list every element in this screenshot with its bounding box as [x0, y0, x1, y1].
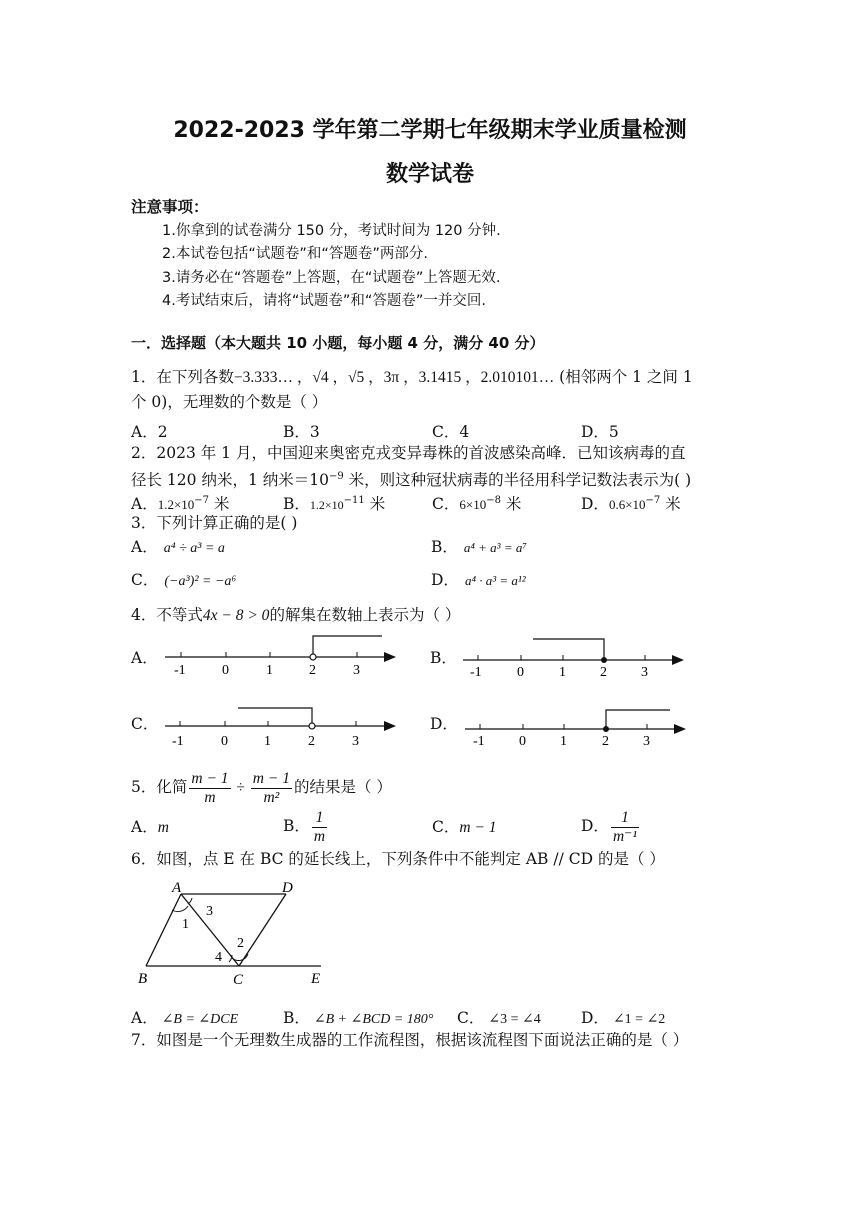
option-label: C． [432, 495, 460, 514]
option-label: C． [131, 571, 159, 589]
option-value: 1.2×10 [309, 498, 344, 513]
numerator: 1 [611, 809, 639, 828]
option-value: 1.2×10 [157, 497, 195, 513]
option-label: D． [581, 1009, 609, 1027]
q6-option-a [131, 1008, 238, 1030]
denominator: m⁻¹ [612, 827, 637, 845]
tick-label: 3 [643, 734, 650, 749]
option-label: C． [432, 818, 460, 836]
option-exponent: −7 [194, 495, 210, 506]
q2-text: 径长 120 纳米，1 纳米＝10 [131, 471, 329, 490]
option-label: B． [283, 495, 310, 514]
section-heading: 一．选择题（本大题共 10 小题，每小题 4 分，满分 40 分） [131, 334, 545, 352]
q1-stem-b: (相邻两个 1 之间 1 [559, 368, 693, 386]
q4-text: 的解集在数轴上表示为（ ） [269, 606, 461, 624]
option-value: (−a³)² = −a⁶ [164, 574, 237, 589]
point-c-label: C [233, 972, 244, 988]
q5-stem: 5．化简 $\frac{m - 1}{m}$ ÷ $\frac{m - 1}{\text{m²}}$ 的结果是（ ） [131, 769, 392, 806]
notice-item: 2.本试卷包括“试题卷”和“答题卷”两部分. [162, 246, 428, 262]
q7-stem: 7．如图是一个无理数生成器的工作流程图，根据该流程图下面说法正确的是（ ） [131, 1031, 689, 1049]
option-value: m [157, 819, 169, 836]
q1-numbers: −3.333… ，√4 ，√5 ，3π ，3.1415 ，2.010101… [233, 369, 555, 386]
tick-label: 3 [352, 734, 359, 749]
option-label: A． [131, 538, 158, 556]
q6-option-d [581, 1008, 665, 1030]
option-label: C． [457, 1009, 485, 1027]
angle-2-label: 2 [237, 936, 244, 951]
q5-option-b [283, 804, 329, 848]
q3-option-a [131, 537, 225, 559]
q5-option-c [432, 817, 497, 838]
option-value: ∠1 = ∠2 [612, 1012, 666, 1027]
q1-stem [131, 367, 693, 388]
tick-label: 2 [602, 734, 609, 749]
q3-option-d [431, 570, 526, 591]
q1-option-b: B．3 [283, 423, 320, 441]
point-b-label: B [138, 971, 148, 987]
q1-stem-a: 1．在下列各数 [131, 368, 234, 386]
point-d-label: D [282, 880, 293, 896]
option-value: ∠3 = ∠4 [488, 1012, 541, 1027]
option-value: ∠B = ∠DCE [161, 1012, 239, 1027]
tick-label: 2 [308, 734, 315, 749]
q2-stem-cont [131, 467, 691, 490]
q2-text: 米，则这种冠状病毒的半径用科学记数法表示为( ) [343, 471, 692, 490]
q3-option-c [131, 570, 236, 592]
option-label: B． [431, 538, 458, 556]
tick-label: 1 [264, 734, 271, 749]
number-line-c [160, 696, 400, 750]
q6-option-b [283, 1008, 433, 1030]
point-a-label: A [172, 880, 182, 896]
q3-stem: 3．下列计算正确的是( ) [131, 514, 298, 532]
q2-option-a [131, 491, 229, 515]
option-fraction [611, 809, 639, 846]
q4-stem [131, 605, 460, 626]
q5-option-d [581, 804, 641, 848]
paper-subtitle: 数学试卷 [385, 162, 474, 187]
q2-option-d [581, 491, 681, 515]
q5-option-a [131, 817, 169, 838]
tick-label: 0 [517, 665, 524, 680]
tick-label: 0 [519, 734, 526, 749]
tick-label: 2 [600, 665, 607, 680]
notice-heading: 注意事项： [131, 198, 209, 216]
option-label: D． [581, 495, 609, 514]
tick-label: -1 [172, 734, 184, 749]
q1-option-a: A．2 [131, 423, 168, 441]
option-label: D． [581, 817, 609, 835]
numerator: m − 1 [191, 769, 229, 787]
number-line-b [460, 630, 700, 680]
option-label: A． [131, 818, 158, 836]
denominator: m² [263, 788, 280, 806]
tick-label: 1 [560, 734, 567, 749]
q1-option-d: D．5 [581, 423, 619, 441]
tick-label: -1 [174, 663, 186, 678]
option-value: a⁴ · a³ = a¹² [464, 573, 526, 588]
option-label: B． [283, 817, 310, 835]
option-unit: 米 [364, 495, 386, 514]
option-label: A． [131, 1009, 158, 1027]
option-value: 0.6×10 [608, 497, 646, 513]
q5-text: 5．化简 [131, 778, 188, 796]
notice-item: 3.请务必在“答题卷”上答题，在“试题卷”上答题无效. [162, 270, 501, 286]
q1-stem-cont: 个 0)，无理数的个数是（ ） [131, 393, 328, 411]
numerator: 1 [312, 809, 327, 828]
q5-fraction [251, 770, 292, 807]
q4-option-d-label: D． [430, 715, 458, 733]
option-label: B． [283, 1009, 310, 1027]
notice-item: 4.考试结束后，请将“试题卷”和“答题卷”一并交回. [162, 293, 486, 309]
q4-option-b-label: B． [430, 649, 457, 667]
tick-label: -1 [473, 734, 485, 749]
paper-title: 2022-2023 学年第二学期七年级期末学业质量检测 [173, 118, 687, 143]
option-value: ∠B + ∠BCD = 180° [313, 1012, 434, 1027]
option-label: D． [431, 571, 459, 589]
option-value: a⁴ + a³ = a⁷ [463, 540, 527, 555]
tick-label: 3 [353, 663, 360, 678]
denominator: m [204, 788, 216, 806]
tick-label: 1 [266, 663, 273, 678]
tick-label: 0 [222, 663, 229, 678]
option-label: A． [131, 495, 158, 514]
notice-item: 1.你拿到的试卷满分 150 分，考试时间为 120 分钟. [162, 223, 501, 239]
q1-option-c: C．4 [432, 423, 470, 441]
angle-3-label: 3 [206, 904, 213, 919]
q4-inequality: 4x − 8 > 0 [202, 607, 270, 624]
option-value: 6×10 [459, 497, 487, 513]
q5-fraction [189, 770, 230, 807]
q3-option-b [431, 537, 527, 558]
option-exponent: −11 [343, 495, 365, 506]
q4-option-c-label: C． [131, 715, 159, 733]
q6-figure [136, 880, 336, 990]
option-unit: 米 [209, 495, 230, 514]
tick-label: 2 [309, 663, 316, 678]
tick-label: -1 [470, 665, 482, 680]
q2-option-c [432, 491, 521, 515]
option-exponent: −8 [486, 495, 501, 506]
option-fraction [312, 809, 327, 846]
q4-text: 4．不等式 [131, 606, 203, 624]
number-line-d [460, 696, 700, 750]
q2-option-b [283, 491, 385, 515]
q5-text: 的结果是（ ） [293, 778, 392, 796]
option-value: m − 1 [459, 819, 497, 836]
tick-label: 0 [221, 734, 228, 749]
q6-stem: 6．如图，点 E 在 BC 的延长线上，下列条件中不能判定 AB // CD 的是（ ） [131, 850, 665, 868]
q2-stem: 2．2023 年 1 月，中国迎来奥密克戎变异毒株的首波感染高峰．已知该病毒的直 [131, 444, 686, 462]
point-e-label: E [311, 971, 321, 987]
angle-1-label: 1 [182, 917, 189, 932]
tick-label: 3 [641, 665, 648, 680]
option-unit: 米 [660, 495, 681, 514]
option-value: a⁴ ÷ a³ = a [163, 541, 225, 556]
angle-4-label: 4 [215, 950, 222, 965]
denominator: m [313, 827, 326, 845]
option-unit: 米 [500, 495, 522, 514]
q6-option-c [457, 1008, 541, 1030]
q2-exponent: −9 [328, 471, 344, 482]
option-exponent: −7 [645, 495, 661, 506]
number-line-a [160, 630, 400, 680]
q4-option-a-label: A． [131, 649, 158, 667]
tick-label: 1 [559, 665, 566, 680]
numerator: m − 1 [252, 769, 290, 787]
